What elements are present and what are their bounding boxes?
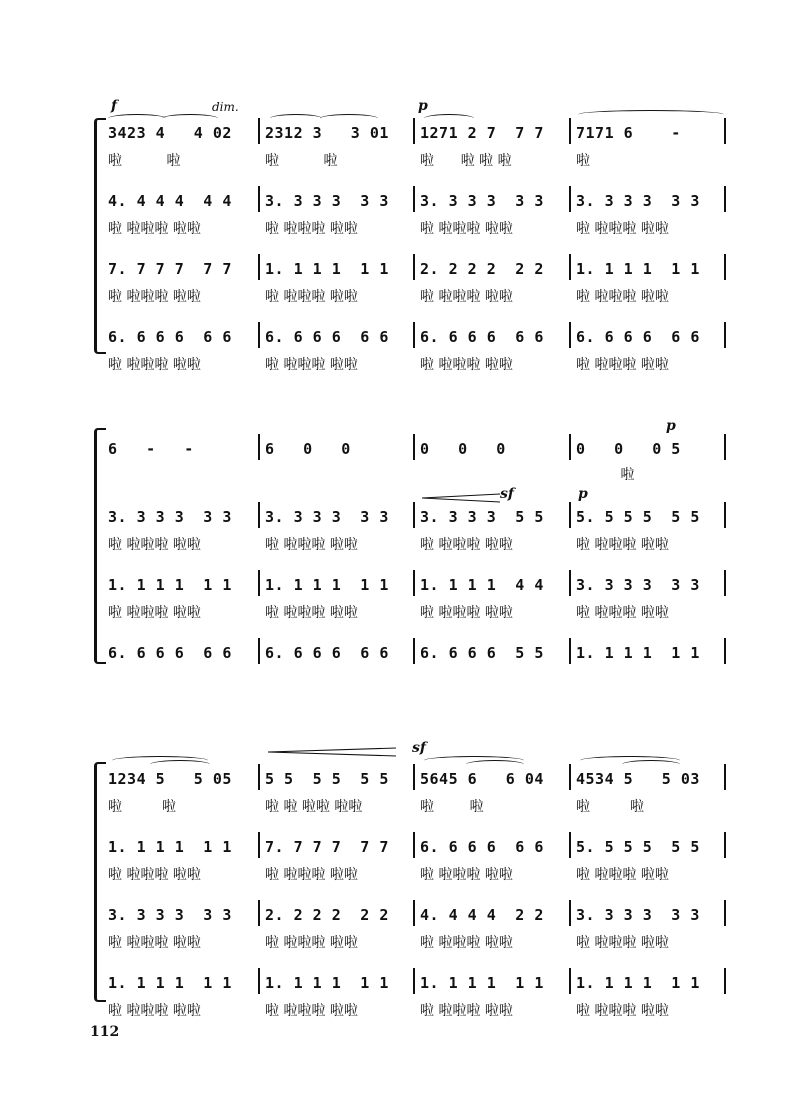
barline [258,968,260,994]
barline [569,638,571,664]
dynamic-dim: dim. [212,100,239,114]
lyrics: 啦 [576,467,635,483]
barline [413,254,415,280]
barline [258,832,260,858]
slur [162,114,218,123]
lyrics: 啦 啦啦啦 啦啦 [265,537,358,553]
lyrics: 啦 啦 [420,799,484,815]
barline [569,118,571,144]
measure-notes: 6. 6 6 6 6 6 [108,644,232,662]
barline [413,502,415,528]
measure-notes: 3. 3 3 3 5 5 [420,508,544,526]
measure-notes: 3. 3 3 3 3 3 [265,508,389,526]
barline [413,832,415,858]
measure-notes: 5. 5 5 5 5 5 [576,508,700,526]
barline [413,570,415,596]
barline [724,570,726,596]
measure-notes: 1. 1 1 1 1 1 [265,260,389,278]
lyrics: 啦 啦 [265,153,338,169]
barline [569,254,571,280]
slur [320,114,378,123]
measure-notes: 6. 6 6 6 6 6 [420,838,544,856]
measure-notes: 3. 3 3 3 3 3 [576,192,700,210]
system-2-brace [94,428,106,664]
measure-notes: 1234 5 5 05 [108,770,232,788]
lyrics: 啦 啦啦啦 啦啦 [576,935,669,951]
measure-notes: 2312 3 3 01 [265,124,389,142]
lyrics: 啦 啦啦啦 啦啦 [420,867,513,883]
barline [724,434,726,460]
measure-notes: 5645 6 6 04 [420,770,544,788]
measure-notes: 0 0 0 [420,440,506,458]
dynamic-p: p [578,486,588,502]
lyrics: 啦 啦啦啦 啦啦 [265,289,358,305]
barline [724,638,726,664]
barline [724,764,726,790]
lyrics: 啦 啦啦啦 啦啦 [420,357,513,373]
lyrics: 啦 啦啦啦 啦啦 [108,289,201,305]
crescendo-hairpin [268,744,398,762]
barline [258,502,260,528]
system-1-brace [94,118,106,354]
measure-notes: 1. 1 1 1 1 1 [576,260,700,278]
dynamic-sf: sf [412,740,426,756]
barline [258,570,260,596]
measure-notes: 1. 1 1 1 4 4 [420,576,544,594]
measure-notes: 7. 7 7 7 7 7 [265,838,389,856]
lyrics: 啦 啦啦啦 啦啦 [576,537,669,553]
measure-notes: 3423 4 4 02 [108,124,232,142]
measure-notes: 2. 2 2 2 2 2 [265,906,389,924]
slur [108,114,166,123]
lyrics: 啦 啦啦啦 啦啦 [420,1003,513,1019]
measure-notes: 7. 7 7 7 7 7 [108,260,232,278]
measure-notes: 4534 5 5 03 [576,770,700,788]
barline [724,118,726,144]
lyrics: 啦 啦啦啦 啦啦 [576,221,669,237]
barline [413,764,415,790]
measure-notes: 7171 6 - [576,124,681,142]
barline [413,638,415,664]
measure-notes: 6. 6 6 6 6 6 [265,644,389,662]
crescendo-hairpin [422,490,502,508]
measure-notes: 1271 2 7 7 7 [420,124,544,142]
dynamic-f: f [111,98,118,114]
barline [724,832,726,858]
dynamic-sf: sf [500,486,514,502]
barline [569,570,571,596]
lyrics: 啦 啦啦啦 啦啦 [420,935,513,951]
measure-notes: 6. 6 6 6 6 6 [108,328,232,346]
lyrics: 啦 啦 啦 啦 [420,153,512,169]
barline [724,322,726,348]
lyrics: 啦 啦啦啦 啦啦 [265,221,358,237]
barline [569,502,571,528]
measure-notes: 2. 2 2 2 2 2 [420,260,544,278]
slur [466,760,524,769]
measure-notes: 1. 1 1 1 1 1 [265,974,389,992]
measure-notes: 3. 3 3 3 3 3 [108,906,232,924]
measure-notes: 1. 1 1 1 1 1 [108,576,232,594]
lyrics: 啦 啦啦啦 啦啦 [108,357,201,373]
barline [258,322,260,348]
barline [569,322,571,348]
lyrics: 啦 啦啦啦 啦啦 [420,537,513,553]
barline [258,638,260,664]
slur [424,114,474,123]
measure-notes: 5 5 5 5 5 5 [265,770,389,788]
measure-notes: 3. 3 3 3 3 3 [265,192,389,210]
slur [270,114,322,123]
barline [724,502,726,528]
system-3-brace [94,762,106,1002]
barline [569,764,571,790]
measure-notes: 1. 1 1 1 1 1 [576,974,700,992]
barline [413,186,415,212]
barline [258,118,260,144]
measure-notes: 3. 3 3 3 3 3 [420,192,544,210]
slur [578,110,724,119]
barline [724,254,726,280]
measure-notes: 4. 4 4 4 2 2 [420,906,544,924]
lyrics: 啦 [576,153,590,169]
lyrics: 啦 啦啦啦 啦啦 [108,537,201,553]
barline [569,900,571,926]
lyrics: 啦 啦啦啦 啦啦 [265,605,358,621]
slur [622,760,680,769]
lyrics: 啦 啦 啦啦 啦啦 [265,799,363,815]
measure-notes: 3. 3 3 3 3 3 [108,508,232,526]
barline [413,434,415,460]
lyrics: 啦 啦啦啦 啦啦 [420,221,513,237]
barline [724,968,726,994]
dynamic-p: p [418,98,428,114]
lyrics: 啦 啦啦啦 啦啦 [108,1003,201,1019]
measure-notes: 1. 1 1 1 1 1 [576,644,700,662]
lyrics: 啦 啦啦啦 啦啦 [108,935,201,951]
measure-notes: 1. 1 1 1 1 1 [108,974,232,992]
measure-notes: 6. 6 6 6 6 6 [576,328,700,346]
page-number: 112 [90,1024,120,1040]
lyrics: 啦 啦 [576,799,645,815]
barline [724,900,726,926]
lyrics: 啦 啦 [108,153,181,169]
lyrics: 啦 啦啦啦 啦啦 [420,605,513,621]
lyrics: 啦 啦啦啦 啦啦 [265,935,358,951]
measure-notes: 0 0 0 5 [576,440,681,458]
barline [569,968,571,994]
lyrics: 啦 啦啦啦 啦啦 [265,1003,358,1019]
measure-notes: 3. 3 3 3 3 3 [576,576,700,594]
lyrics: 啦 啦 [108,799,177,815]
measure-notes: 1. 1 1 1 1 1 [265,576,389,594]
barline [413,968,415,994]
barline [569,434,571,460]
lyrics: 啦 啦啦啦 啦啦 [108,605,201,621]
barline [258,900,260,926]
measure-notes: 6. 6 6 6 5 5 [420,644,544,662]
barline [569,186,571,212]
measure-notes: 6 0 0 [265,440,351,458]
dynamic-p: p [666,418,676,434]
lyrics: 啦 啦啦啦 啦啦 [576,357,669,373]
barline [258,186,260,212]
barline [413,900,415,926]
barline [258,764,260,790]
measure-notes: 1. 1 1 1 1 1 [108,838,232,856]
barline [569,832,571,858]
barline [258,254,260,280]
measure-notes: 6. 6 6 6 6 6 [265,328,389,346]
measure-notes: 4. 4 4 4 4 4 [108,192,232,210]
lyrics: 啦 啦啦啦 啦啦 [576,289,669,305]
lyrics: 啦 啦啦啦 啦啦 [108,867,201,883]
lyrics: 啦 啦啦啦 啦啦 [576,605,669,621]
barline [413,322,415,348]
measure-notes: 6 - - [108,440,194,458]
lyrics: 啦 啦啦啦 啦啦 [576,1003,669,1019]
measure-notes: 1. 1 1 1 1 1 [420,974,544,992]
lyrics: 啦 啦啦啦 啦啦 [576,867,669,883]
lyrics: 啦 啦啦啦 啦啦 [265,357,358,373]
lyrics: 啦 啦啦啦 啦啦 [108,221,201,237]
lyrics: 啦 啦啦啦 啦啦 [265,867,358,883]
barline [413,118,415,144]
measure-notes: 5. 5 5 5 5 5 [576,838,700,856]
measure-notes: 6. 6 6 6 6 6 [420,328,544,346]
lyrics: 啦 啦啦啦 啦啦 [420,289,513,305]
measure-notes: 3. 3 3 3 3 3 [576,906,700,924]
slur [150,760,210,769]
barline [724,186,726,212]
barline [258,434,260,460]
